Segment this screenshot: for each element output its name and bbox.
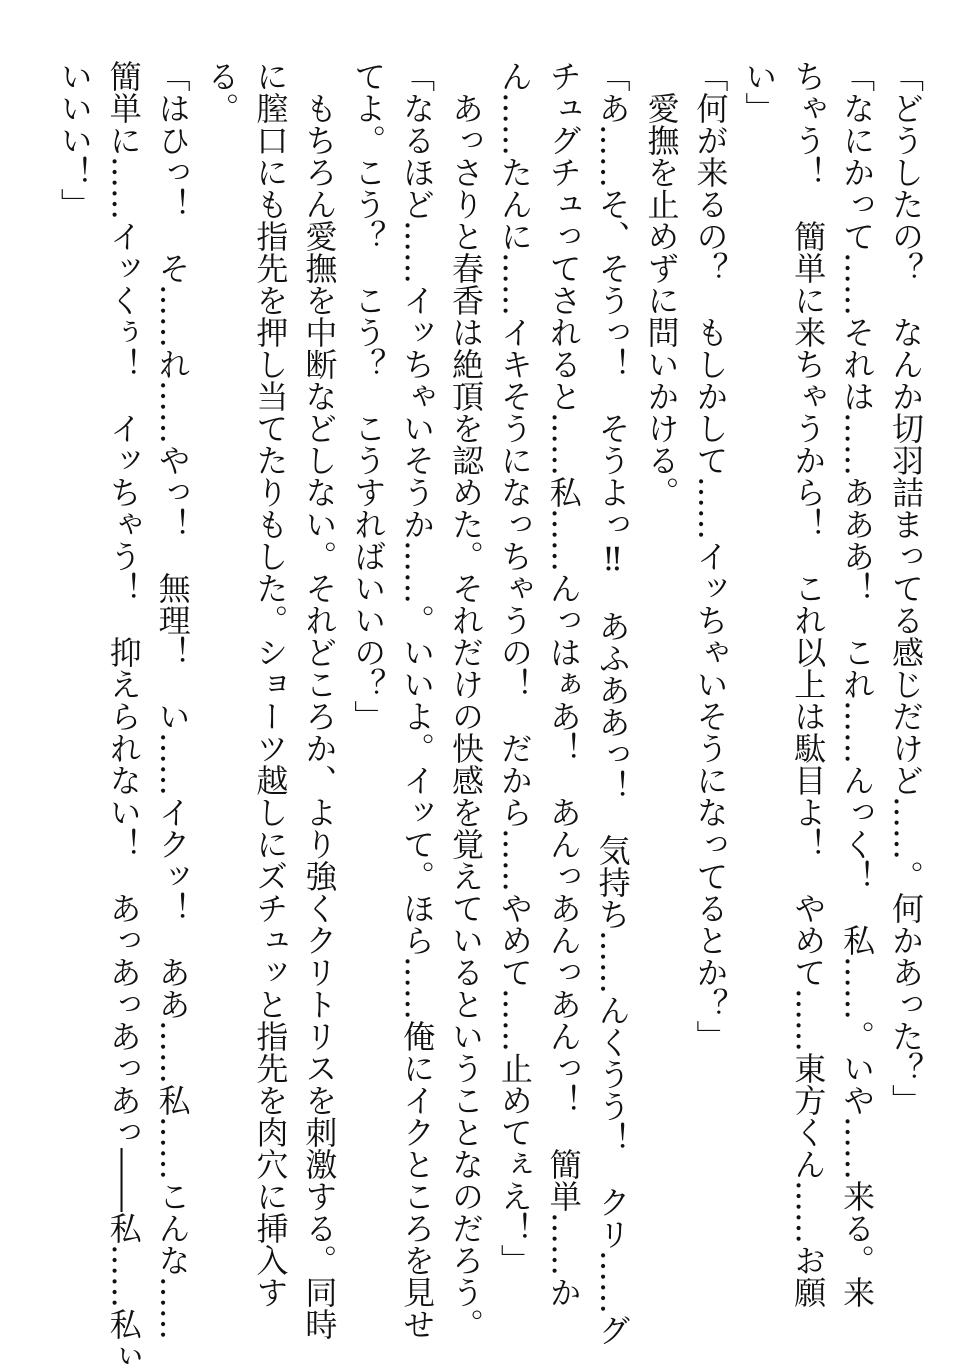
text-line: あっさりと春香は絶頂を認めた。それだけの快感を覚えているということなのだろう。 <box>446 60 485 1340</box>
text-line: 「何が来るの？ もしかして……イッちゃいそうになってるとか？」 <box>691 60 730 1052</box>
text-line: 「どうしたの？ なんか切羽詰まってる感じだけど……。何かあった？」 <box>887 60 925 1116</box>
text-line: チュグチュってされると……私……んっはぁあ！ あんっあんっあんっ！ 簡単……か <box>544 60 583 1308</box>
text-line: る。 <box>202 60 241 124</box>
text-line: い」 <box>740 60 779 124</box>
text-line: 「はひっ！ そ……れ……やっ！ 無理！ い……イクッ！ ああ……私……こんな…… <box>153 60 192 1340</box>
text-line: 「なにかって……それは……あああ！ これ……んっく！ 私……。いや……来る。来 <box>838 60 877 1308</box>
text-line: 簡単に……イッくぅ！ イッちゃう！ 抑えられない！ あっあっあっあっ――私……私ぃ <box>104 60 143 1372</box>
text-line: ん……たんに……イキそうになっちゃうの！ だから……やめて……止めてぇえ！」 <box>495 60 534 1276</box>
text-line: 「なるほど……イッちゃいそうか……。いいよ。イッて。ほら……俺にイクところを見せ <box>398 60 437 1340</box>
text-line: に膣口にも指先を押し当てたりもした。ショーツ越しにズチュッと指先を肉穴に挿入す <box>251 60 290 1308</box>
text-line: 愛撫を止めずに問いかける。 <box>642 60 681 508</box>
text-line: ちゃう！ 簡単に来ちゃうから！ これ以上は駄目よ！ やめて……東方くん……お願 <box>789 60 828 1308</box>
text-line: いいい！」 <box>55 60 94 220</box>
vertical-text-body <box>50 60 930 1372</box>
text-line: 「あ……そ、そうっ！ そうよっ‼ あふああっ！ 気持ち……んくうう！ クリ……グ <box>593 60 632 1346</box>
text-line: てよ。こう？ こう？ こうすればいいの？」 <box>349 60 388 732</box>
text-line: もちろん愛撫を中断などしない。それどころか、より強くクリトリスを刺激する。同時 <box>300 60 339 1340</box>
